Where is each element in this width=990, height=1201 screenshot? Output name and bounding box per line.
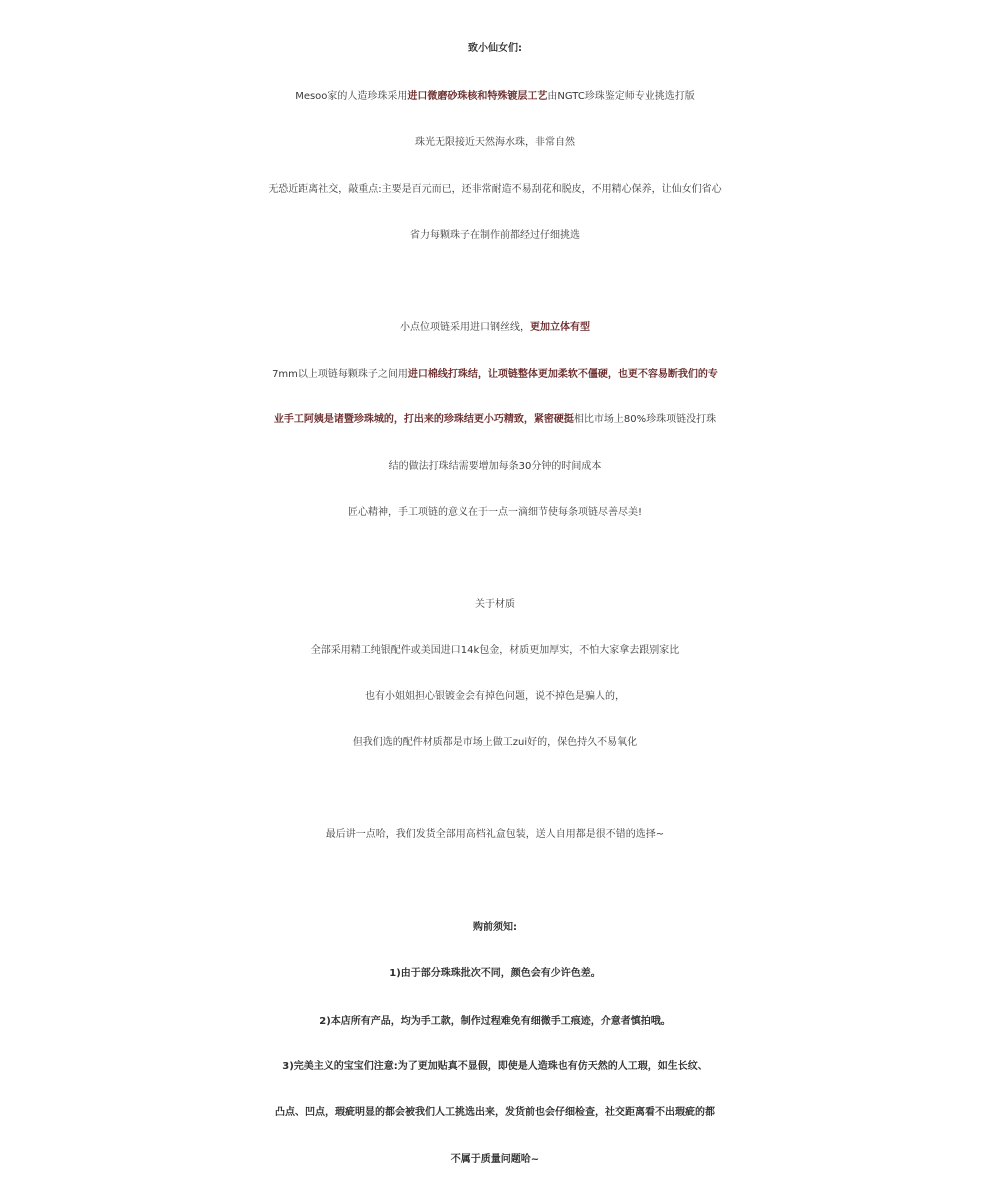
craft-text: 7mm以上项链每颗珠子之间用 xyxy=(272,369,408,380)
intro-paragraph-line-1 xyxy=(0,85,990,109)
intro-paragraph-line-3: 无恐近距离社交，敲重点:主要是百元而已，还非常耐造不易刮花和脱皮，不用精心保养，让仙女们省心 xyxy=(268,184,722,195)
notice-item-3-line-1: 3)完美主义的宝宝们注意:为了更加贴真不显假，即使是人造珠也有仿天然的人工瑕，如生长纹、 xyxy=(282,1061,708,1072)
intro-title: 致小仙女们: xyxy=(468,43,522,54)
notice-item-2: 2)本店所有产品，均为手工款，制作过程难免有细微手工痕迹，介意者慎拍哦。 xyxy=(319,1016,671,1027)
notice-item-3-line-2: 凸点、凹点，瑕疵明显的都会被我们人工挑选出来，发货前也会仔细检查，社交距离看不出瑕疵的都 xyxy=(275,1107,715,1118)
packaging-line: 最后讲一点哈，我们发货全部用高档礼盒包装，送人自用都是很不错的选择~ xyxy=(325,829,665,840)
craft-text: 小点位项链采用进口钢丝线， xyxy=(400,322,530,333)
intro-text: 由NGTC珍珠鉴定师专业挑选打版 xyxy=(547,91,695,102)
intro-text: Mesoo家的人造珍珠采用 xyxy=(295,91,408,102)
intro-paragraph-line-4: 省力每颗珠子在制作前都经过仔细挑选 xyxy=(410,230,580,241)
material-title: 关于材质 xyxy=(475,599,515,610)
craft-line-3 xyxy=(0,408,990,432)
material-line-3: 但我们选的配件材质都是市场上做工zui好的，保色持久不易氧化 xyxy=(352,737,638,748)
material-line-2: 也有小姐姐担心银镀金会有掉色问题，说不掉色是骗人的， xyxy=(365,691,625,702)
craft-line-1 xyxy=(0,316,990,340)
material-line-1: 全部采用精工纯银配件或美国进口14k包金，材质更加厚实，不怕大家拿去跟别家比 xyxy=(310,645,680,656)
notice-title: 购前须知: xyxy=(473,922,517,933)
craft-highlight: 业手工阿姨是诸暨珍珠城的，打出来的珍珠结更小巧精致，紧密硬挺 xyxy=(273,414,574,425)
craft-line-2 xyxy=(0,363,990,387)
intro-highlight: 进口微磨砂珠核和特殊镀层工艺 xyxy=(407,91,548,102)
craft-line-4: 结的做法打珠结需要增加每条30分钟的时间成本 xyxy=(388,461,602,472)
craft-text: 相比市场上80%珍珠项链没打珠 xyxy=(573,414,717,425)
craft-highlight: 更加立体有型 xyxy=(530,322,590,333)
notice-item-3-line-3: 不属于质量问题哈~ xyxy=(450,1154,540,1165)
notice-item-1: 1)由于部分珠珠批次不同，颜色会有少许色差。 xyxy=(389,968,601,979)
craft-highlight: 进口棉线打珠结，让项链整体更加柔软不僵硬，也更不容易断我们的专 xyxy=(407,369,718,380)
intro-paragraph-line-2: 珠光无限接近天然海水珠，非常自然 xyxy=(415,137,575,148)
craft-line-5: 匠心精神，手工项链的意义在于一点一滴细节使每条项链尽善尽美! xyxy=(347,507,642,518)
